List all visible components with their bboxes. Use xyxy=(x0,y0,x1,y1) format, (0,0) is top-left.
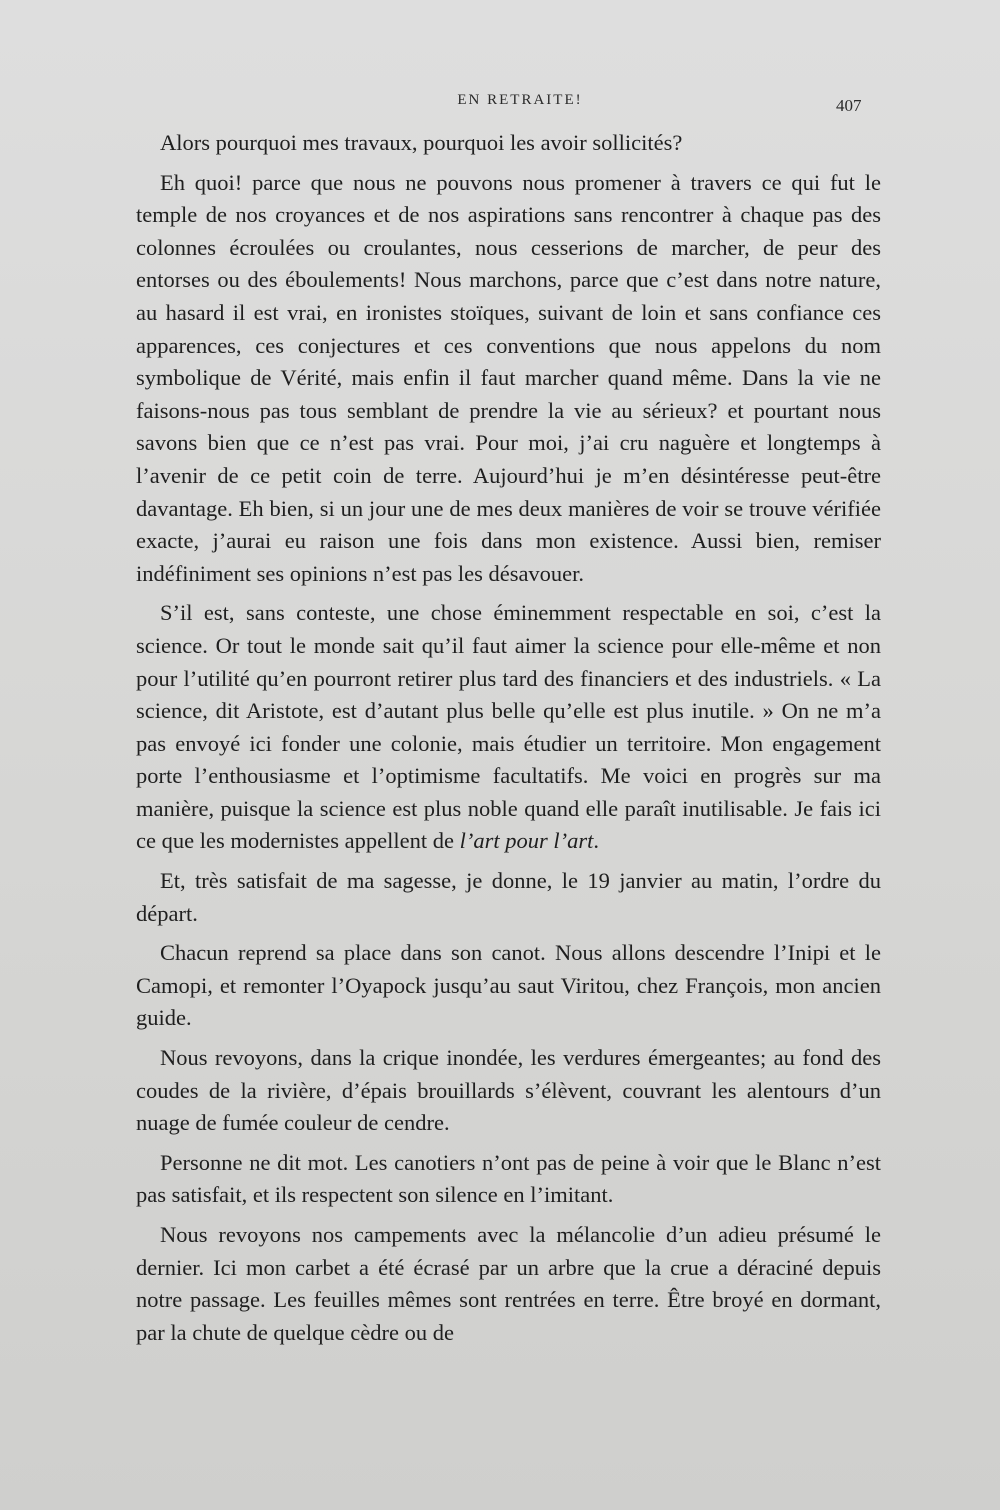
paragraph-6: Nous revoyons, dans la crique inondée, les verdures émergeantes; au fond des coudes de la rivière, d’épais brouillards s’élèvent, couvrant les alentours d’un nuage de fumée couleur de cendre. xyxy=(136,1045,881,1136)
paragraph-7: Personne ne dit mot. Les canotiers n’ont pas de peine à voir que le Blanc n’est pas satisfait, et ils respectent son silence en l’imitant. xyxy=(136,1149,881,1208)
paragraph-5: Chacun reprend sa place dans son canot. Nous allons descendre l’Inipi et le Camopi, et remonter l’Oyapock jusqu’au saut Viritou, chez François, mon ancien guide. xyxy=(136,940,881,1031)
body-text xyxy=(136,127,881,1356)
paragraph-3 xyxy=(136,597,881,858)
paragraph-4: Et, très satisfait de ma sagesse, je donne, le 19 janvier au matin, l’ordre du départ. xyxy=(136,868,881,926)
running-header xyxy=(0,88,1000,118)
italic-phrase: l’art pour l’art xyxy=(459,828,594,854)
page-number: 407 xyxy=(836,96,862,115)
paragraph-1: Alors pourquoi mes travaux, pourquoi les avoir sollicités? xyxy=(160,130,683,155)
running-title: EN RETRAITE! xyxy=(457,92,583,108)
paragraph-8: Nous revoyons nos campements avec la mélancolie d’un adieu présumé le dernier. Ici mon carbet a été écrasé par un arbre que la crue a déraciné depuis notre passage. Les feuilles mêmes sont rentrées en terre. Être broyé en dormant, par la chute de quelque cèdre ou de xyxy=(136,1222,881,1345)
paragraph-3-text: S’il est, sans conteste, une chose éminemment respectable en soi, c’est la science. Or tout le monde sait qu’il faut aimer la science pour elle-même et non pour l’utilité qu’en pourront retirer plus tard des financiers et des industriels. « La science, dit Aristote, est d’autant plus belle qu’elle est plus inutile. » On ne m’a pas envoyé ici fonder une colonie, mais étudier un territoire. Mon engagement porte l’enthousiasme et l’optimisme facultatifs. Me voici en progrès sur ma manière, puisque la science est plus noble quand elle paraît inutilisable. Je fais ici ce que les modernistes appellent de xyxy=(136,600,881,854)
paragraph-2: Eh quoi! parce que nous ne pouvons nous promener à travers ce qui fut le temple de nos croyances et de nos aspirations sans rencontrer à chaque pas des colonnes écroulées ou croulantes, nous cesserions de marcher, de peur des entorses ou des éboulements! Nous marchons, parce que c’est dans notre nature, au hasard il est vrai, en ironistes stoïques, suivant de loin et sans confiance ces apparences, ces conjectures et ces conventions que nous appelons du nom symbolique de Vérité, mais enfin il faut marcher quand même. Dans la vie ne faisons-nous pas tous semblant de prendre la vie au sérieux? et pourtant nous savons bien que ce n’est pas vrai. Pour moi, j’ai cru naguère et longtemps à l’avenir de ce petit coin de terre. Aujourd’hui je m’en désintéresse peut-être davantage. Eh bien, si un jour une de mes deux manières de voir se trouve vérifiée exacte, j’aurai eu raison une fois dans mon existence. Aussi bien, remiser indéfiniment ses opinions n’est pas les désavouer. xyxy=(136,169,881,586)
paragraph-3-end: . xyxy=(593,828,600,854)
